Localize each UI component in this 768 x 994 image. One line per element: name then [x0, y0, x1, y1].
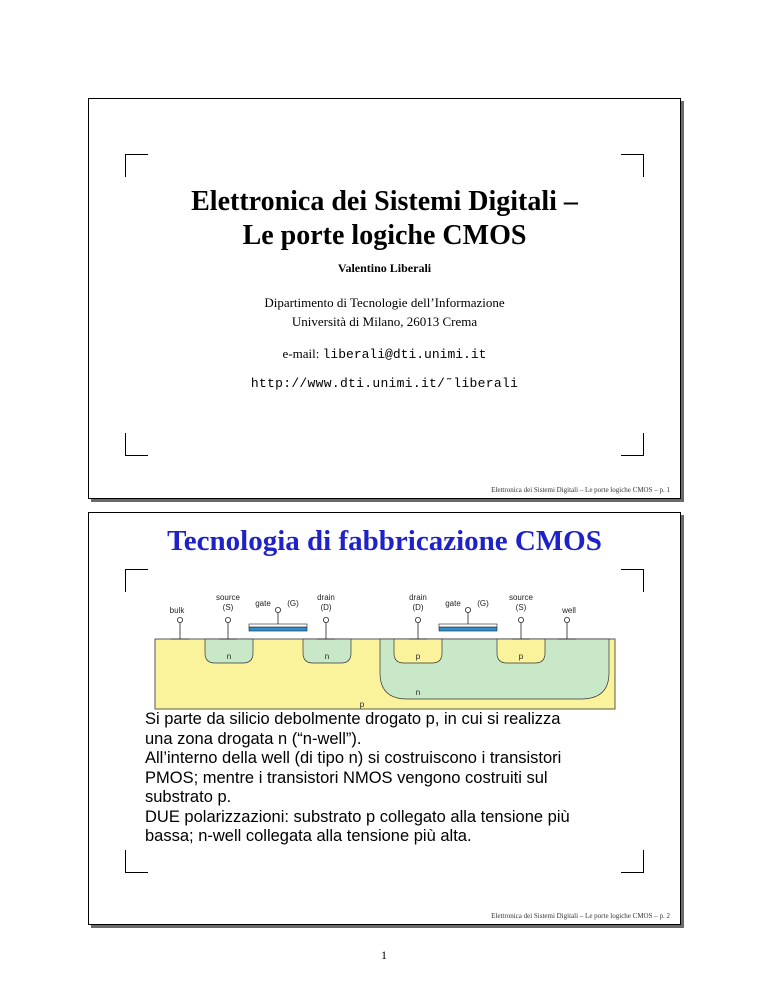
email-label: e-mail:	[282, 346, 320, 361]
corner-mark-bottom-right	[621, 433, 644, 456]
label-n-region-2: n	[324, 652, 330, 661]
body-line: Si parte da silicio debolmente drogato p, in cui si realizza	[145, 710, 561, 728]
homepage-url: http://www.dti.unimi.it/˜liberali	[250, 376, 519, 391]
corner-mark-bottom-left	[125, 433, 148, 456]
affiliation-line-2: Università di Milano, 26013 Crema	[291, 314, 478, 329]
title-line-2: Le porte logiche CMOS	[242, 220, 527, 251]
pmos-gate-oxide	[439, 627, 497, 631]
label-p-substrate: p	[359, 700, 365, 709]
slide-2	[88, 512, 681, 925]
label-bulk: bulk	[169, 606, 185, 615]
slide-2-body	[145, 710, 645, 847]
label-drain-pmos: drain	[409, 593, 427, 602]
label-drain-nmos-abbr: (D)	[320, 603, 332, 612]
body-line: una zona drogata n (“n-well”).	[145, 729, 362, 748]
label-gate-pmos: gate	[445, 599, 461, 608]
corner-mark-top-right	[621, 154, 644, 177]
body-line: bassa; n-well collegata alla tensione più alta.	[145, 827, 472, 845]
label-gate-nmos: gate	[255, 599, 271, 608]
corner-mark-bottom-right	[621, 850, 644, 873]
body-line: DUE polarizzazioni: substrato p collegato alla tensione più	[145, 807, 570, 826]
slide-2-title: Tecnologia di fabbricazione CMOS	[167, 525, 602, 557]
slide-1	[88, 98, 681, 499]
corner-mark-bottom-left	[125, 850, 148, 873]
label-n-region-1: n	[226, 652, 232, 661]
corner-mark-top-right	[621, 569, 644, 592]
label-p-region-2: p	[518, 652, 524, 661]
label-gate-nmos-abbr: (G)	[287, 599, 299, 608]
pmos-gate-poly	[439, 624, 497, 627]
label-drain-nmos: drain	[317, 593, 335, 602]
affiliation-line-1: Dipartimento di Tecnologie dell’Informazione	[264, 295, 505, 310]
label-n-well: n	[415, 688, 421, 697]
label-source-nmos: source	[215, 593, 241, 602]
slide-2-footer: Elettronica dei Sistemi Digitali – Le porte logiche CMOS – p. 2	[491, 912, 670, 920]
label-well: well	[562, 606, 576, 615]
label-gate-pmos-abbr: (G)	[477, 599, 489, 608]
slide-1-footer: Elettronica dei Sistemi Digitali – Le porte logiche CMOS – p. 1	[491, 486, 670, 494]
label-source-nmos-abbr: (S)	[222, 603, 234, 612]
label-drain-pmos-abbr: (D)	[412, 603, 424, 612]
label-source-pmos-abbr: (S)	[515, 603, 527, 612]
page-number: 1	[381, 948, 387, 962]
author: Valentino Liberali	[337, 261, 432, 275]
label-source-pmos: source	[508, 593, 534, 602]
body-line: PMOS; mentre i transistori NMOS vengono costruiti sul	[145, 768, 548, 787]
email-row	[89, 346, 680, 362]
nmos-gate-oxide	[249, 627, 307, 631]
cmos-cross-section-diagram	[89, 591, 680, 711]
corner-mark-top-left	[125, 154, 148, 177]
body-line: substrato p.	[145, 788, 232, 806]
slide-1-title	[89, 185, 680, 253]
title-line-1: Elettronica dei Sistemi Digitali –	[191, 186, 578, 217]
email-address: liberali@dti.unimi.it	[322, 347, 487, 362]
nmos-gate-poly	[249, 624, 307, 627]
corner-mark-top-left	[125, 569, 148, 592]
label-p-region-1: p	[415, 652, 421, 661]
body-line: All’interno della well (di tipo n) si costruiscono i transistori	[145, 749, 562, 767]
affiliation	[89, 293, 680, 331]
